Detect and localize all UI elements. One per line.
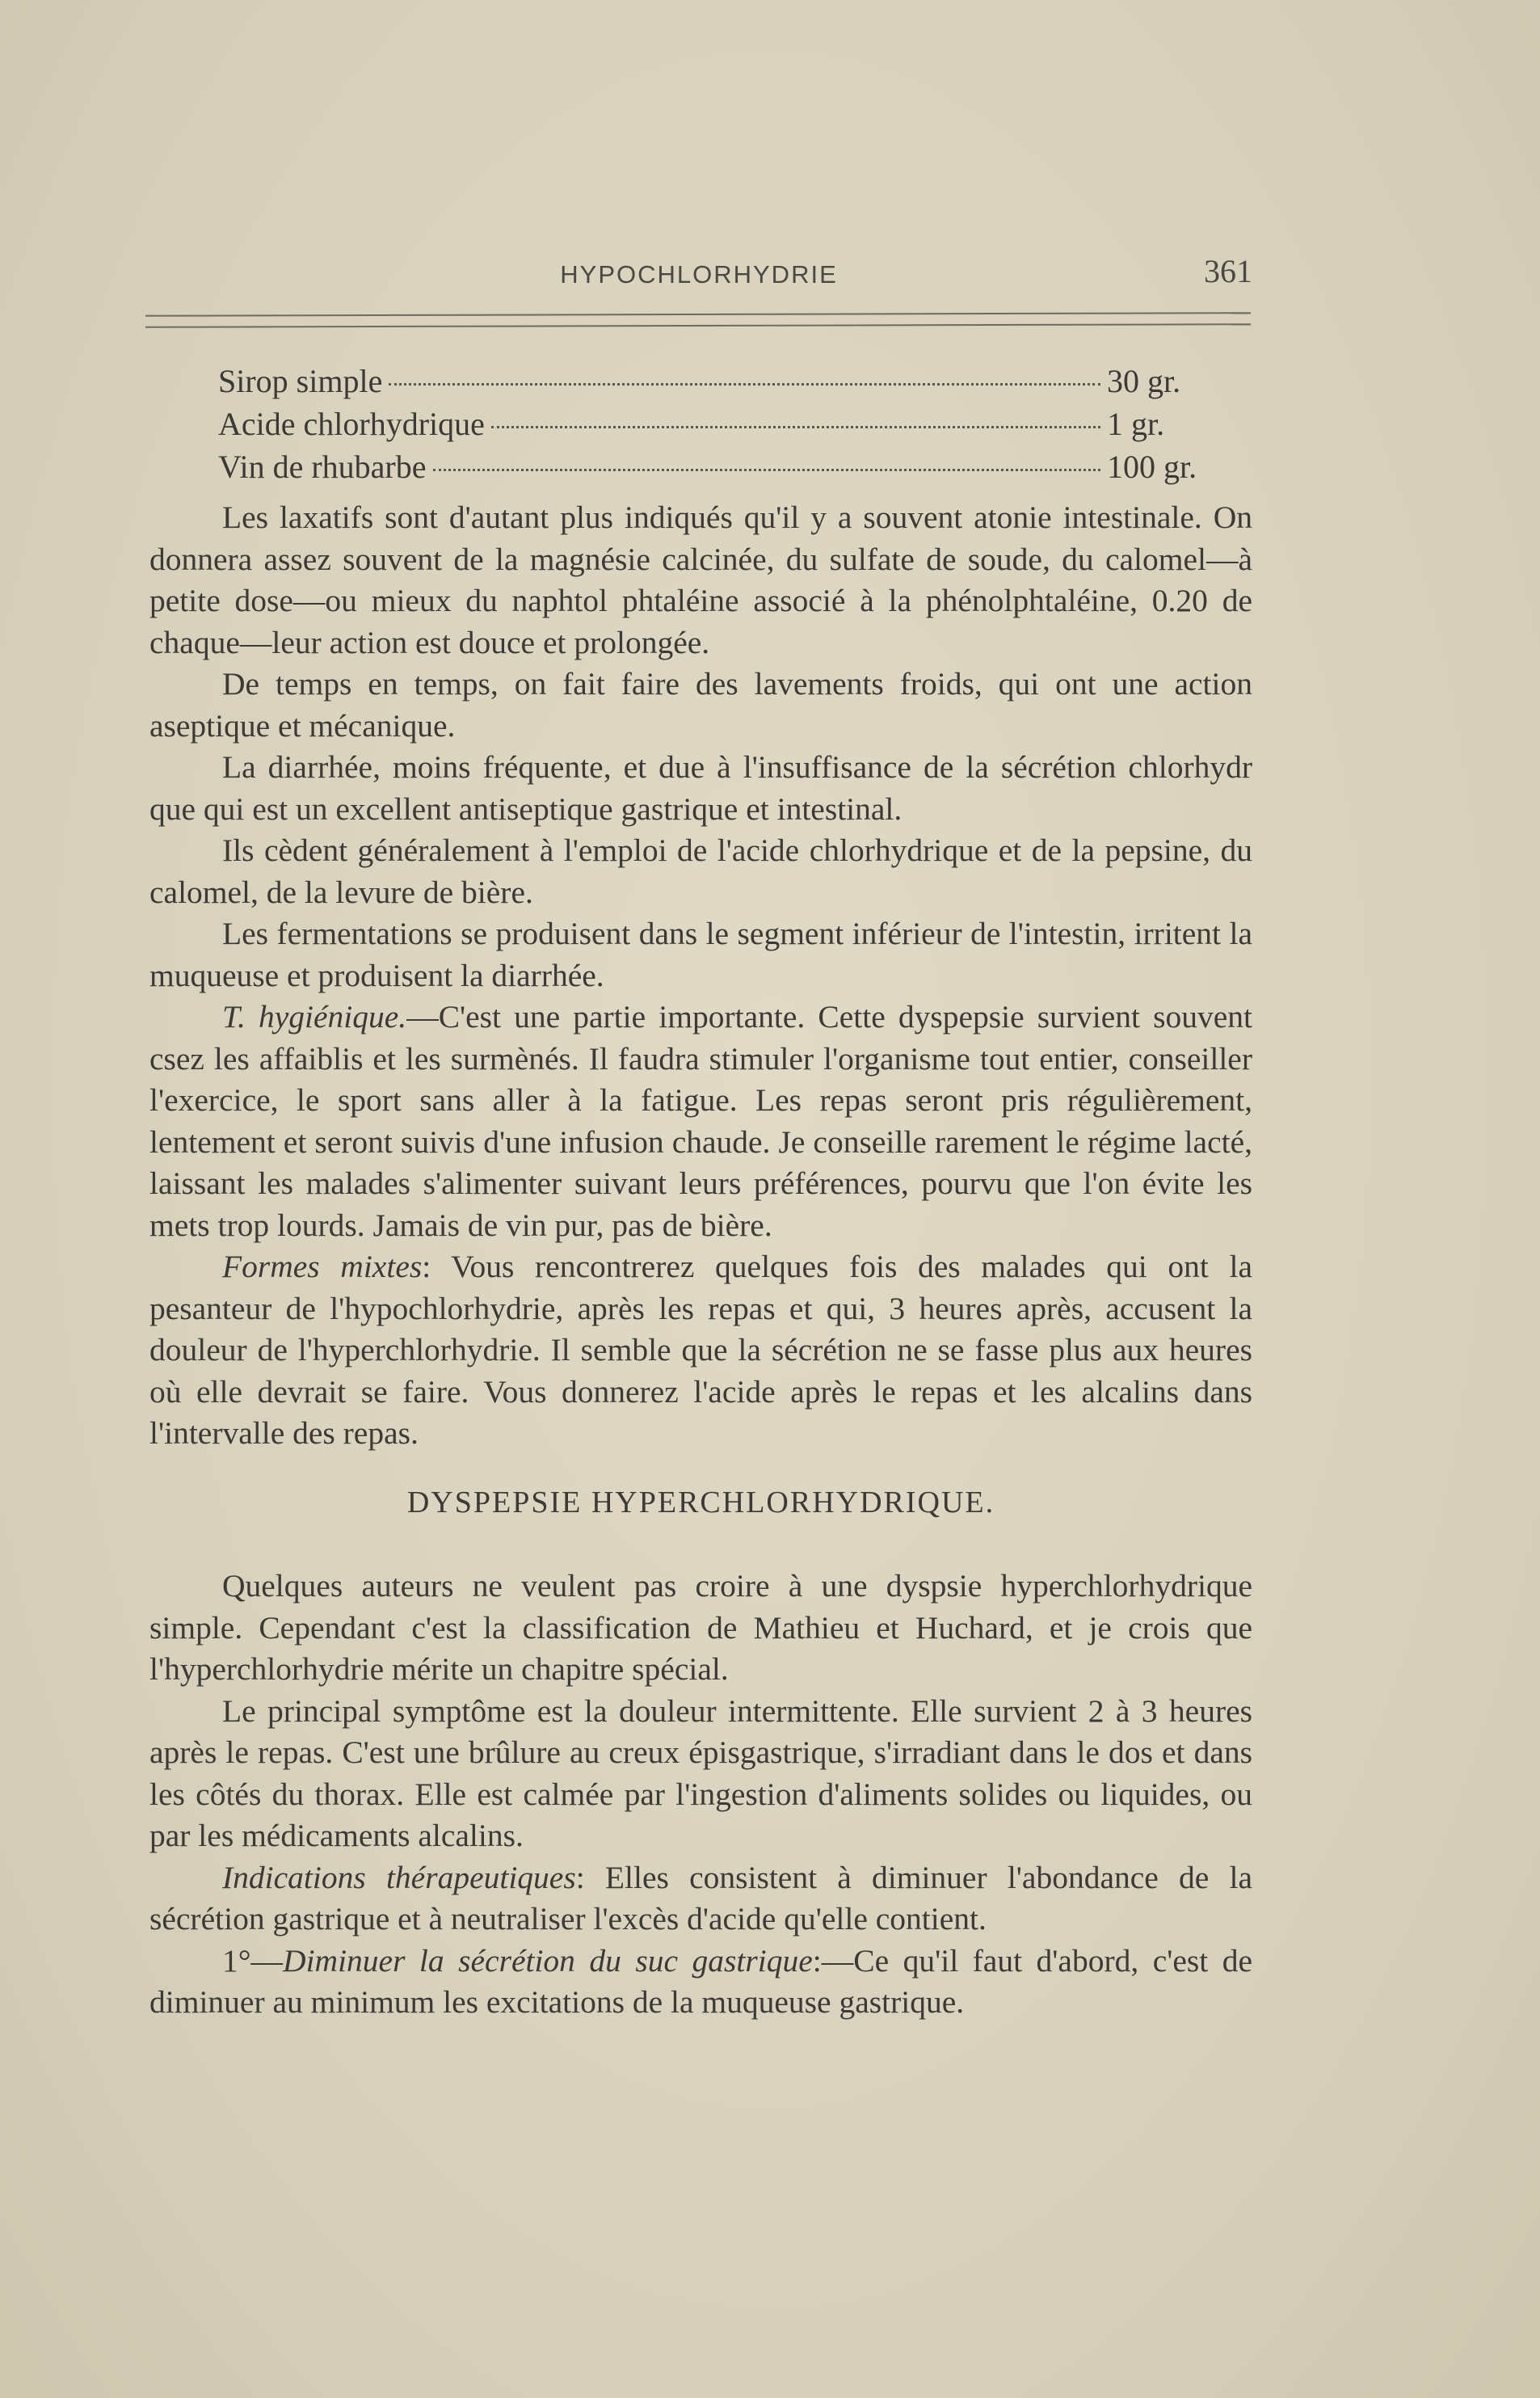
recipe-list <box>218 360 1212 488</box>
section-heading: DYSPEPSIE HYPERCHLORHYDRIQUE. <box>406 1485 995 1519</box>
running-head <box>145 252 1252 301</box>
paragraph-lead: Indications thérapeutiques <box>222 1859 576 1895</box>
paragraph <box>149 1691 1252 1857</box>
recipe-item <box>218 402 1212 445</box>
paragraph <box>149 913 1252 997</box>
leader-dots <box>491 426 1100 428</box>
recipe-item-quantity: 30 gr. <box>1107 363 1181 399</box>
paragraph <box>149 497 1252 664</box>
paragraph-text: La diarrhée, moins fréquente, et due à l'insuffisance de la sécrétion chlorhydr que qui est un excellent antiseptique gastrique et intestinal. <box>149 749 1252 827</box>
recipe-item-quantity: 100 gr. <box>1107 449 1197 485</box>
paragraph <box>149 1246 1252 1455</box>
paragraph-text: Ils cèdent généralement à l'emploi de l'acide chlorhydrique et de la pepsine, du calomel, de la levure de bière. <box>149 832 1252 910</box>
page-number: 361 <box>1204 253 1252 289</box>
paragraph-text: De temps en temps, on fait faire des lavements froids, qui ont une action aseptique et mécanique. <box>149 666 1252 744</box>
paragraph-text: —C'est une partie importante. Cette dyspepsie survient souvent csez les affaiblis et les surmènés. Il faudra stimuler l'organisme tout entier, conseiller l'exercice, le sport sans aller à la fatigue. Les repas seront pris régulièrement, lentement et seront suivis d'une infusion chaude. Je conseille rarement le régime lacté, laissant les malades s'alimenter suivant leurs préférences, pourvu que l'on évite les mets trop lourds. Jamais de vin pur, pas de bière. <box>149 999 1252 1243</box>
recipe-item-name: Vin de rhubarbe <box>218 449 427 485</box>
paragraph-text: Les laxatifs sont d'autant plus indiqués qu'il y a souvent atonie intestinale. On donnera assez souvent de la magnésie calcinée, du sulfate de soude, du calomel—à petite dose—ou mieux du naphtol phtaléine associé à la phénolphtaléine, 0.20 de chaque—leur action est douce et prolongée. <box>149 499 1252 660</box>
leader-dots <box>433 469 1101 471</box>
paragraph <box>149 830 1252 913</box>
paragraph-prefix: 1°— <box>222 1942 284 1979</box>
recipe-item <box>218 360 1212 402</box>
paragraph-lead: Formes mixtes <box>222 1249 423 1284</box>
paragraph <box>149 747 1252 830</box>
paragraph-text: :—Ce qu'il faut d'abord, c'est de diminuer au minimum les excitations de la muqueuse gastrique. <box>149 1942 1252 2020</box>
paragraph-text: Le principal symptôme est la douleur intermittente. Elle survient 2 à 3 heures après le repas. C'est une brûlure au creux épisgastrique, s'irradiant dans le dos et dans les côtés du thorax. Elle est calmée par l'ingestion d'aliments solides ou liquides, ou par les médicaments alcalins. <box>149 1692 1252 1853</box>
paragraph <box>149 1566 1252 1691</box>
header-rule <box>145 312 1251 328</box>
recipe-item-name: Sirop simple <box>218 363 383 399</box>
paragraph <box>149 1941 1252 2024</box>
recipe-item-name: Acide chlorhydrique <box>218 406 485 442</box>
paragraph <box>149 1857 1252 1941</box>
paragraph-text: : Elles consistent à diminuer l'abondance de la sécrétion gastrique et à neutraliser l'excès d'acide qu'elle contient. <box>149 1859 1252 1937</box>
running-head-title: HYPOCHLORHYDRIE <box>560 260 838 289</box>
recipe-item-quantity: 1 gr. <box>1107 406 1165 442</box>
paragraph <box>149 664 1252 747</box>
paragraph-text: Les fermentations se produisent dans le segment inférieur de l'intestin, irritent la muqueuse et produisent la diarrhée. <box>149 916 1252 993</box>
leader-dots <box>389 383 1100 386</box>
paragraph-lead: Diminuer la sécrétion du suc gastrique <box>283 1942 813 1979</box>
paragraph <box>149 997 1252 1246</box>
paragraph-lead: T. hygiénique. <box>222 999 407 1035</box>
body-text <box>149 497 1252 2024</box>
recipe-item <box>218 445 1212 488</box>
paragraph-text: : Vous rencontrerez quelques fois des malades qui ont la pesanteur de l'hypochlorhydrie, après les repas et qui, 3 heures après, accusent la douleur de l'hyperchlorhydrie. Il semble que la sécrétion ne se fasse plus aux heures où elle devrait se faire. Vous donnerez l'acide après le repas et les alcalins dans l'intervalle des repas. <box>149 1249 1252 1451</box>
paragraph-text: Quelques auteurs ne veulent pas croire à une dyspsie hyperchlorhydrique simple. Cependant c'est la classification de Mathieu et Huchard, et je crois que l'hyperchlorhydrie mérite un chapitre spécial. <box>149 1568 1252 1687</box>
